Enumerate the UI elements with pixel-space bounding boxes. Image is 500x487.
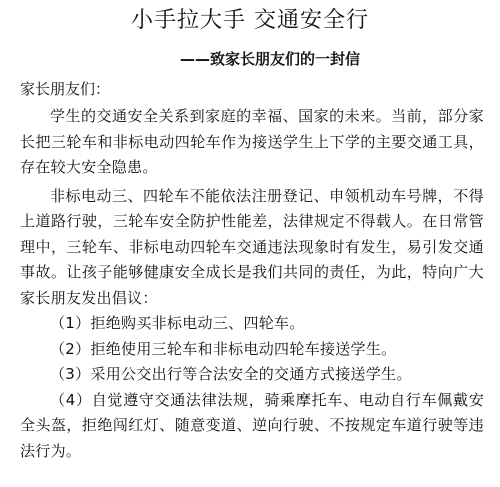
proposal-item-3: （3）采用公交出行等合法安全的交通方式接送学生。	[50, 365, 412, 383]
paragraph-safety-concern: 学生的交通安全关系到家庭的幸福、国家的未来。当前，部分家长把三轮车和非标电动四轮车作为接送学生上下学的主要交通工具，存在较大安全隐患。	[20, 107, 484, 176]
proposal-item-1: （1）拒绝购买非标电动三、四轮车。	[50, 314, 305, 332]
paragraph-regulations: 非标电动三、四轮车不能依法注册登记、申领机动车号牌，不得上道路行驶，三轮车安全防护性能差，法律规定不得载人。在日常管理中，三轮车、非标电动四轮车交通违法现象时有发生，易引发交通事故。让孩子能够健康安全成长是我们共同的责任，为此，特向广大家长朋友发出倡议：	[20, 186, 484, 307]
letter-salutation: 家长朋友们：	[20, 80, 111, 98]
letter-subtitle: ——致家长朋友们的一封信	[179, 50, 360, 68]
proposal-item-2: （2）拒绝使用三轮车和非标电动四轮车接送学生。	[50, 339, 397, 358]
letter-title: 小手拉大手 交通安全行	[131, 8, 369, 33]
proposal-item-4: （4）自觉遵守交通法律法规，骑乘摩托车、电动自行车佩戴安全头盔，拒绝闯红灯、随意变道、逆向行驶、不按规定车道行驶等违法行为。	[20, 390, 484, 460]
letter-body	[20, 104, 484, 464]
